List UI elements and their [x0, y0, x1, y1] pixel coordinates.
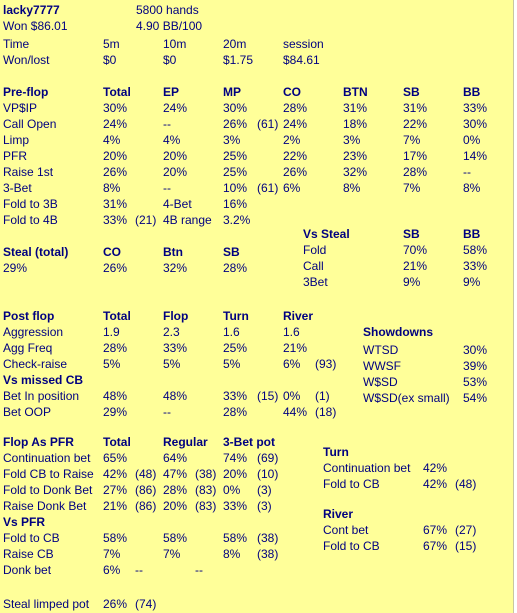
vs-steal-cell-r2-c0: 3Bet: [303, 275, 328, 289]
preflop-header-btn: BTN: [343, 85, 368, 99]
four-bet-value: 16%: [223, 197, 248, 211]
vs-pfr-cell-r1-c6: (38): [257, 547, 279, 561]
showdown-cell-r2-c0: W$SD: [363, 375, 398, 389]
preflop-cell-r1-c4: (61): [257, 117, 279, 131]
preflop-cell-r5-c5: 6%: [283, 181, 301, 195]
postflop-cell-r1-c3: 25%: [223, 341, 248, 355]
showdown-cell-r3-c1: 54%: [463, 391, 488, 405]
turn-cell-r0-c0: Continuation bet: [323, 461, 411, 475]
flop-pfr-header-total: Total: [103, 435, 131, 449]
vs-steal-header-bb: BB: [463, 227, 481, 241]
preflop-cell-r1-c0: Call Open: [3, 117, 57, 131]
preflop-cell-r1-c6: 18%: [343, 117, 368, 131]
showdown-cell-r1-c1: 39%: [463, 359, 488, 373]
steal-sb-value: 28%: [223, 261, 248, 275]
preflop-cell-r3-c8: 14%: [463, 149, 488, 163]
vs-pfr-cell-r1-c3: 7%: [163, 547, 181, 561]
river-cell-r0-c0: Cont bet: [323, 523, 369, 537]
preflop-cell-r4-c8: --: [463, 165, 471, 179]
preflop-cell-r1-c1: 24%: [103, 117, 128, 131]
preflop-cell-r3-c7: 17%: [403, 149, 428, 163]
vs-pfr-cell-r2-c4: --: [195, 563, 203, 577]
missed-cb-cell-r0-c6: (1): [315, 389, 330, 403]
flop-pfr-header-3bet-pot: 3-Bet pot: [223, 435, 275, 449]
preflop-cell-r2-c2: 4%: [163, 133, 181, 147]
vs-steal-cell-r1-c0: Call: [303, 259, 324, 273]
time-header-5m: 5m: [103, 37, 120, 51]
turn-cell-r1-c1: 42%: [423, 477, 448, 491]
flop-pfr-cell-r3-c6: (3): [257, 499, 272, 513]
vs-pfr-cell-r2-c2: --: [135, 563, 143, 577]
preflop-cell-r5-c0: 3-Bet: [3, 181, 32, 195]
postflop-cell-r2-c3: 5%: [223, 357, 241, 371]
preflop-cell-r4-c2: 20%: [163, 165, 188, 179]
vs-pfr-cell-r0-c6: (38): [257, 531, 279, 545]
postflop-cell-r2-c1: 5%: [103, 357, 121, 371]
preflop-cell-r5-c4: (61): [257, 181, 279, 195]
postflop-cell-r0-c4: 1.6: [283, 325, 300, 339]
vs-pfr-cell-r0-c1: 58%: [103, 531, 128, 545]
postflop-header-flop: Flop: [163, 309, 189, 323]
preflop-header-total: Total: [103, 85, 131, 99]
preflop-cell-r3-c6: 23%: [343, 149, 368, 163]
postflop-cell-r2-c0: Check-raise: [3, 357, 68, 371]
showdown-cell-r3-c0: W$SD(ex small): [363, 391, 450, 405]
preflop-cell-r0-c2: 24%: [163, 101, 188, 115]
missed-cb-cell-r1-c3: 28%: [223, 405, 248, 419]
won-amount: Won $86.01: [3, 19, 68, 33]
steal-limped-value: 26%: [103, 597, 128, 611]
preflop-cell-r5-c7: 7%: [403, 181, 421, 195]
preflop-cell-r4-c3: 25%: [223, 165, 248, 179]
preflop-cell-r0-c7: 31%: [403, 101, 428, 115]
fold-to-3bet-value: 31%: [103, 197, 128, 211]
four-bet-label: 4-Bet: [163, 197, 192, 211]
flop-pfr-cell-r2-c1: 27%: [103, 483, 128, 497]
preflop-cell-r4-c7: 28%: [403, 165, 428, 179]
preflop-cell-r4-c1: 26%: [103, 165, 128, 179]
fold-to-4bet-sample: (21): [135, 213, 157, 227]
fold-to-4bet-value: 33%: [103, 213, 128, 227]
vs-steal-cell-r1-c1: 21%: [403, 259, 428, 273]
steal-header-btn: Btn: [163, 245, 183, 259]
preflop-cell-r0-c1: 30%: [103, 101, 128, 115]
flop-pfr-header-regular: Regular: [163, 435, 208, 449]
showdown-cell-r0-c1: 30%: [463, 343, 488, 357]
postflop-cell-r0-c0: Aggression: [3, 325, 64, 339]
missed-cb-cell-r1-c5: 44%: [283, 405, 308, 419]
flop-pfr-cell-r2-c3: 28%: [163, 483, 188, 497]
fold-to-3bet-label: Fold to 3B: [3, 197, 58, 211]
turn-cell-r1-c2: (48): [455, 477, 477, 491]
time-header-20m: 20m: [223, 37, 247, 51]
river-title: River: [323, 507, 354, 521]
flop-pfr-cell-r3-c3: 20%: [163, 499, 188, 513]
flop-pfr-cell-r2-c2: (86): [135, 483, 157, 497]
flop-pfr-cell-r1-c6: (10): [257, 467, 279, 481]
vs-pfr-cell-r1-c0: Raise CB: [3, 547, 54, 561]
missed-cb-cell-r0-c2: 48%: [163, 389, 188, 403]
preflop-cell-r1-c8: 30%: [463, 117, 488, 131]
postflop-cell-r2-c5: (93): [315, 357, 337, 371]
showdowns-title: Showdowns: [363, 325, 433, 339]
flop-pfr-cell-r0-c5: 74%: [223, 451, 248, 465]
vs-pfr-cell-r2-c1: 6%: [103, 563, 121, 577]
flop-pfr-cell-r0-c0: Continuation bet: [3, 451, 91, 465]
postflop-cell-r1-c1: 28%: [103, 341, 128, 355]
won-lost-5m: $0: [103, 53, 117, 67]
preflop-header-co: CO: [283, 85, 301, 99]
flop-pfr-cell-r3-c4: (83): [195, 499, 217, 513]
preflop-cell-r3-c3: 25%: [223, 149, 248, 163]
postflop-cell-r0-c2: 2.3: [163, 325, 180, 339]
vs-pfr-cell-r1-c5: 8%: [223, 547, 241, 561]
preflop-cell-r5-c6: 8%: [343, 181, 361, 195]
vs-pfr-cell-r0-c5: 58%: [223, 531, 248, 545]
postflop-cell-r1-c2: 33%: [163, 341, 188, 355]
flop-pfr-cell-r1-c1: 42%: [103, 467, 128, 481]
missed-cb-cell-r1-c6: (18): [315, 405, 337, 419]
preflop-cell-r1-c3: 26%: [223, 117, 248, 131]
showdown-cell-r0-c0: WTSD: [363, 343, 399, 357]
vs-pfr-cell-r0-c3: 58%: [163, 531, 188, 545]
river-cell-r1-c0: Fold to CB: [323, 539, 380, 553]
preflop-cell-r0-c8: 33%: [463, 101, 488, 115]
vs-steal-cell-r0-c1: 70%: [403, 243, 428, 257]
flop-pfr-cell-r3-c5: 33%: [223, 499, 248, 513]
preflop-cell-r2-c1: 4%: [103, 133, 121, 147]
vs-pfr-title: Vs PFR: [3, 515, 46, 529]
preflop-cell-r5-c1: 8%: [103, 181, 121, 195]
won-lost-10m: $0: [163, 53, 177, 67]
preflop-cell-r2-c8: 0%: [463, 133, 481, 147]
flop-pfr-cell-r2-c4: (83): [195, 483, 217, 497]
preflop-cell-r1-c2: --: [163, 117, 171, 131]
flop-pfr-cell-r0-c1: 65%: [103, 451, 128, 465]
preflop-cell-r4-c0: Raise 1st: [3, 165, 54, 179]
fold-to-4bet-label: Fold to 4B: [3, 213, 58, 227]
postflop-header-total: Total: [103, 309, 131, 323]
flop-pfr-cell-r1-c3: 47%: [163, 467, 188, 481]
vs-steal-cell-r1-c2: 33%: [463, 259, 488, 273]
vs-pfr-cell-r0-c0: Fold to CB: [3, 531, 60, 545]
missed-cb-cell-r0-c4: (15): [257, 389, 279, 403]
preflop-cell-r5-c3: 10%: [223, 181, 248, 195]
turn-cell-r1-c0: Fold to CB: [323, 477, 380, 491]
time-header-label: Time: [3, 37, 30, 51]
postflop-cell-r2-c2: 5%: [163, 357, 181, 371]
hands-count: 5800 hands: [136, 3, 199, 17]
preflop-cell-r2-c5: 2%: [283, 133, 301, 147]
missed-cb-cell-r0-c5: 0%: [283, 389, 301, 403]
bb-per-100: 4.90 BB/100: [136, 19, 203, 33]
preflop-cell-r5-c2: --: [163, 181, 171, 195]
steal-total-value: 29%: [3, 261, 28, 275]
preflop-cell-r0-c0: VP$IP: [3, 101, 38, 115]
postflop-cell-r2-c4: 6%: [283, 357, 301, 371]
postflop-cell-r0-c1: 1.9: [103, 325, 120, 339]
preflop-cell-r3-c2: 20%: [163, 149, 188, 163]
preflop-header-mp: MP: [223, 85, 241, 99]
flop-pfr-cell-r1-c5: 20%: [223, 467, 248, 481]
preflop-cell-r4-c6: 32%: [343, 165, 368, 179]
showdown-cell-r2-c1: 53%: [463, 375, 488, 389]
flop-pfr-cell-r3-c1: 21%: [103, 499, 128, 513]
preflop-cell-r4-c5: 26%: [283, 165, 308, 179]
preflop-cell-r1-c5: 24%: [283, 117, 308, 131]
preflop-header-sb: SB: [403, 85, 420, 99]
steal-header-co: CO: [103, 245, 121, 259]
preflop-cell-r3-c5: 22%: [283, 149, 308, 163]
flop-pfr-cell-r2-c5: 0%: [223, 483, 241, 497]
postflop-header-river: River: [283, 309, 314, 323]
postflop-cell-r1-c0: Agg Freq: [3, 341, 53, 355]
missed-cb-cell-r1-c0: Bet OOP: [3, 405, 52, 419]
preflop-cell-r0-c5: 28%: [283, 101, 308, 115]
vs-pfr-cell-r1-c1: 7%: [103, 547, 121, 561]
preflop-cell-r0-c3: 30%: [223, 101, 248, 115]
missed-cb-title: Vs missed CB: [3, 373, 84, 387]
flop-pfr-title: Flop As PFR: [3, 435, 74, 449]
time-header-session: session: [283, 37, 324, 51]
flop-pfr-cell-r1-c0: Fold CB to Raise: [3, 467, 94, 481]
steal-limped-label: Steal limped pot: [3, 597, 90, 611]
vs-steal-cell-r0-c2: 58%: [463, 243, 488, 257]
player-name: lacky7777: [3, 3, 60, 17]
missed-cb-cell-r1-c1: 29%: [103, 405, 128, 419]
preflop-cell-r2-c7: 7%: [403, 133, 421, 147]
steal-btn-value: 32%: [163, 261, 188, 275]
flop-pfr-cell-r3-c2: (86): [135, 499, 157, 513]
steal-total-title: Steal (total): [3, 245, 69, 259]
preflop-cell-r1-c7: 22%: [403, 117, 428, 131]
river-cell-r1-c2: (15): [455, 539, 477, 553]
river-cell-r1-c1: 67%: [423, 539, 448, 553]
won-lost-label: Won/lost: [3, 53, 50, 67]
preflop-cell-r5-c8: 8%: [463, 181, 481, 195]
won-lost-session: $84.61: [283, 53, 320, 67]
steal-limped-sample: (74): [135, 597, 157, 611]
flop-pfr-cell-r0-c6: (69): [257, 451, 279, 465]
postflop-cell-r1-c4: 21%: [283, 341, 308, 355]
four-bet-range-value: 3.2%: [223, 213, 251, 227]
vs-steal-cell-r2-c2: 9%: [463, 275, 481, 289]
flop-pfr-cell-r2-c6: (3): [257, 483, 272, 497]
vs-pfr-cell-r2-c0: Donk bet: [3, 563, 52, 577]
flop-pfr-cell-r1-c2: (48): [135, 467, 157, 481]
postflop-cell-r0-c3: 1.6: [223, 325, 240, 339]
preflop-cell-r2-c3: 3%: [223, 133, 241, 147]
steal-header-sb: SB: [223, 245, 240, 259]
vs-steal-cell-r0-c0: Fold: [303, 243, 327, 257]
missed-cb-cell-r0-c3: 33%: [223, 389, 248, 403]
preflop-header-ep: EP: [163, 85, 180, 99]
turn-title: Turn: [323, 445, 349, 459]
turn-cell-r0-c1: 42%: [423, 461, 448, 475]
river-cell-r0-c1: 67%: [423, 523, 448, 537]
preflop-cell-r0-c6: 31%: [343, 101, 368, 115]
time-header-10m: 10m: [163, 37, 187, 51]
river-cell-r0-c2: (27): [455, 523, 477, 537]
vs-steal-title: Vs Steal: [303, 227, 350, 241]
four-bet-range-label: 4B range: [163, 213, 212, 227]
flop-pfr-cell-r0-c3: 64%: [163, 451, 188, 465]
flop-pfr-cell-r2-c0: Fold to Donk Bet: [3, 483, 93, 497]
steal-co-value: 26%: [103, 261, 128, 275]
preflop-cell-r3-c1: 20%: [103, 149, 128, 163]
missed-cb-cell-r1-c2: --: [163, 405, 171, 419]
missed-cb-cell-r0-c1: 48%: [103, 389, 128, 403]
preflop-cell-r2-c0: Limp: [3, 133, 30, 147]
flop-pfr-cell-r1-c4: (38): [195, 467, 217, 481]
flop-pfr-cell-r3-c0: Raise Donk Bet: [3, 499, 87, 513]
preflop-cell-r3-c0: PFR: [3, 149, 27, 163]
vs-steal-header-sb: SB: [403, 227, 420, 241]
showdown-cell-r1-c0: WWSF: [363, 359, 401, 373]
missed-cb-cell-r0-c0: Bet In position: [3, 389, 80, 403]
preflop-cell-r2-c6: 3%: [343, 133, 361, 147]
postflop-title: Post flop: [3, 309, 55, 323]
won-lost-20m: $1.75: [223, 53, 254, 67]
postflop-header-turn: Turn: [223, 309, 249, 323]
vs-steal-cell-r2-c1: 9%: [403, 275, 421, 289]
preflop-title: Pre-flop: [3, 85, 49, 99]
preflop-header-bb: BB: [463, 85, 481, 99]
